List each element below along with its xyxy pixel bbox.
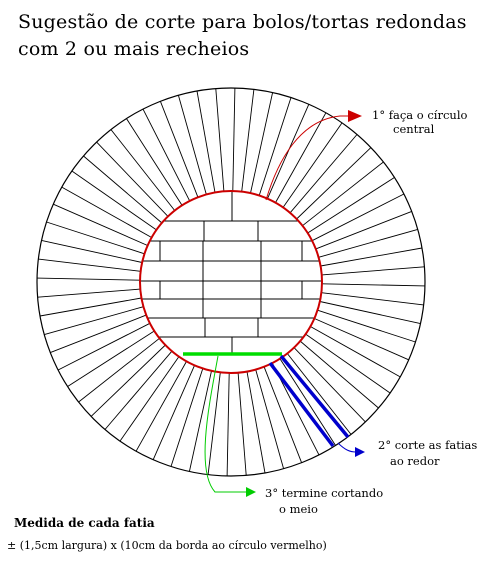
slice-line	[79, 338, 160, 402]
slice-line	[40, 298, 141, 316]
slice-line	[50, 315, 146, 353]
slice-line	[290, 135, 357, 213]
slice-line	[321, 248, 422, 266]
slice-line	[303, 162, 384, 226]
page-title-line-1: Sugestão de corte para bolos/tortas redondas	[18, 11, 467, 33]
radial-slice-lines	[37, 88, 425, 476]
cake-outer-circle	[37, 88, 425, 476]
step3-arrow-head-icon	[246, 487, 256, 497]
slice-line	[160, 101, 198, 197]
slice-size-note: ± (1,5cm largura) x (10cm da borda ao círculo vermelho)	[7, 539, 327, 552]
step2-label-line-1: 2° corte as fatias	[378, 438, 478, 452]
slice-line	[97, 142, 168, 216]
slice-line	[84, 156, 162, 223]
slice-line	[320, 302, 421, 324]
slice-line	[208, 372, 220, 474]
slice-line	[38, 289, 141, 297]
slice-line	[287, 354, 351, 435]
step3-arrow-line	[205, 356, 246, 492]
step2-label-line-2: ao redor	[390, 454, 440, 468]
slice-cut-blue-line-1	[270, 363, 333, 446]
slice-line	[242, 89, 254, 191]
slice-line	[38, 259, 140, 271]
slice-line	[216, 89, 224, 192]
slice-line	[44, 307, 143, 335]
slice-line	[247, 372, 265, 473]
slice-line	[319, 229, 418, 257]
slice-line	[256, 370, 284, 469]
slice-line	[111, 130, 175, 211]
step1-arrow-line	[266, 116, 348, 200]
slice-line	[37, 278, 140, 280]
slice-line	[251, 93, 273, 194]
step3-label-line-2: o meio	[279, 502, 318, 516]
slice-line	[238, 373, 246, 476]
slice-line	[322, 284, 425, 286]
slice-cut-blue-line-2	[281, 356, 348, 437]
slice-line	[310, 327, 400, 377]
slice-line	[297, 148, 371, 219]
slice-line	[120, 357, 179, 442]
slice-line	[300, 341, 378, 408]
step3-label-line-1: 3° termine cortando	[265, 486, 384, 500]
slice-line	[62, 187, 152, 237]
slice-line	[42, 240, 143, 262]
slice-line	[233, 88, 235, 191]
slice-line	[136, 361, 186, 451]
slice-line	[91, 345, 165, 416]
slice-line	[189, 371, 211, 472]
slice-line	[283, 123, 342, 207]
step1-label-line-2: central	[393, 122, 435, 136]
slice-line	[321, 293, 423, 305]
slice-line	[316, 211, 412, 249]
step1-label-line-1: 1° faça o círculo	[372, 108, 468, 122]
step2-arrow-head-icon	[355, 447, 365, 457]
slice-line	[105, 351, 172, 429]
slice-line	[322, 267, 425, 275]
step2-arrow-line	[338, 443, 356, 452]
slice-line	[72, 171, 156, 230]
slice-line	[306, 334, 391, 393]
slice-line	[227, 373, 229, 476]
slice-size-heading: Medida de cada fatia	[14, 516, 155, 530]
step1-arrow-head-icon	[348, 110, 362, 122]
slice-line	[178, 95, 206, 194]
inner-red-circle	[140, 191, 322, 373]
slice-line	[197, 91, 215, 192]
page-title-line-2: com 2 ou mais recheios	[18, 38, 250, 60]
